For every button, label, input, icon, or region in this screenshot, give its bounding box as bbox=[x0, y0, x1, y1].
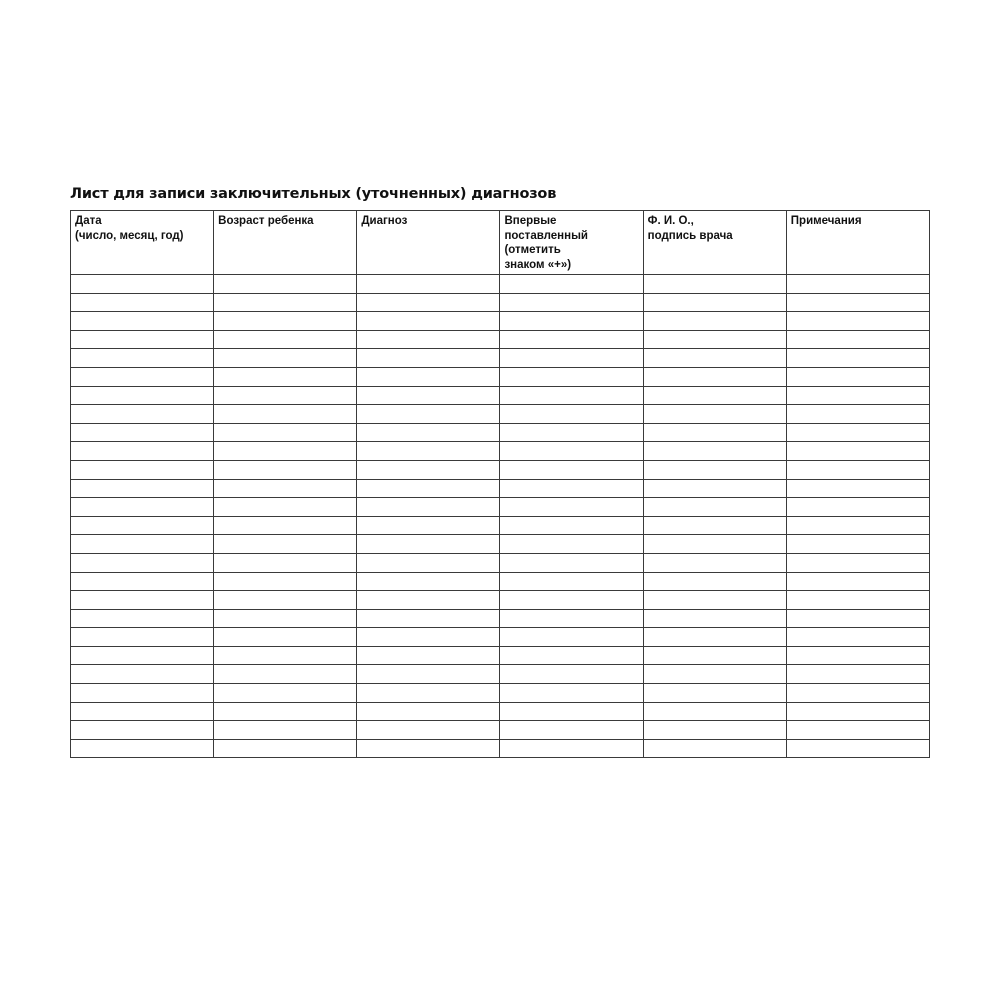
cell-doctor-signature bbox=[643, 684, 786, 703]
cell-first-diagnosed bbox=[500, 739, 643, 758]
cell-diagnosis bbox=[357, 479, 500, 498]
cell-notes bbox=[786, 349, 929, 368]
cell-diagnosis bbox=[357, 684, 500, 703]
column-header-label: Диагноз bbox=[361, 215, 408, 227]
cell-first-diagnosed bbox=[500, 684, 643, 703]
cell-first-diagnosed bbox=[500, 498, 643, 517]
column-header-notes bbox=[786, 211, 929, 275]
cell-diagnosis bbox=[357, 609, 500, 628]
cell-doctor-signature bbox=[643, 330, 786, 349]
column-header-child-age bbox=[214, 211, 357, 275]
cell-date bbox=[71, 591, 214, 610]
cell-child-age bbox=[214, 479, 357, 498]
cell-child-age bbox=[214, 405, 357, 424]
cell-child-age bbox=[214, 609, 357, 628]
cell-child-age bbox=[214, 442, 357, 461]
table-row bbox=[71, 349, 930, 368]
header-row bbox=[71, 211, 930, 275]
cell-child-age bbox=[214, 367, 357, 386]
cell-child-age bbox=[214, 423, 357, 442]
table-header bbox=[71, 211, 930, 275]
cell-doctor-signature bbox=[643, 572, 786, 591]
cell-first-diagnosed bbox=[500, 275, 643, 294]
cell-child-age bbox=[214, 293, 357, 312]
cell-doctor-signature bbox=[643, 721, 786, 740]
cell-diagnosis bbox=[357, 275, 500, 294]
cell-diagnosis bbox=[357, 498, 500, 517]
table-row bbox=[71, 498, 930, 517]
cell-child-age bbox=[214, 702, 357, 721]
table-row bbox=[71, 609, 930, 628]
cell-diagnosis bbox=[357, 312, 500, 331]
cell-child-age bbox=[214, 516, 357, 535]
cell-date bbox=[71, 702, 214, 721]
table-row bbox=[71, 275, 930, 294]
cell-diagnosis bbox=[357, 442, 500, 461]
cell-first-diagnosed bbox=[500, 572, 643, 591]
cell-date bbox=[71, 665, 214, 684]
cell-doctor-signature bbox=[643, 367, 786, 386]
cell-notes bbox=[786, 665, 929, 684]
cell-date bbox=[71, 572, 214, 591]
cell-first-diagnosed bbox=[500, 646, 643, 665]
cell-child-age bbox=[214, 460, 357, 479]
cell-child-age bbox=[214, 275, 357, 294]
cell-notes bbox=[786, 423, 929, 442]
cell-first-diagnosed bbox=[500, 609, 643, 628]
cell-child-age bbox=[214, 498, 357, 517]
cell-first-diagnosed bbox=[500, 516, 643, 535]
cell-notes bbox=[786, 739, 929, 758]
cell-diagnosis bbox=[357, 386, 500, 405]
cell-first-diagnosed bbox=[500, 721, 643, 740]
record-sheet bbox=[70, 180, 930, 758]
cell-doctor-signature bbox=[643, 405, 786, 424]
table-row bbox=[71, 516, 930, 535]
cell-notes bbox=[786, 702, 929, 721]
cell-date bbox=[71, 386, 214, 405]
table-row bbox=[71, 479, 930, 498]
cell-doctor-signature bbox=[643, 702, 786, 721]
cell-child-age bbox=[214, 721, 357, 740]
cell-notes bbox=[786, 442, 929, 461]
cell-notes bbox=[786, 460, 929, 479]
cell-child-age bbox=[214, 330, 357, 349]
cell-doctor-signature bbox=[643, 739, 786, 758]
cell-first-diagnosed bbox=[500, 386, 643, 405]
cell-notes bbox=[786, 405, 929, 424]
cell-date bbox=[71, 349, 214, 368]
table-row bbox=[71, 721, 930, 740]
cell-doctor-signature bbox=[643, 460, 786, 479]
cell-notes bbox=[786, 516, 929, 535]
table-body bbox=[71, 275, 930, 758]
table-row bbox=[71, 405, 930, 424]
cell-notes bbox=[786, 386, 929, 405]
table-row bbox=[71, 553, 930, 572]
column-header-date bbox=[71, 211, 214, 275]
cell-first-diagnosed bbox=[500, 312, 643, 331]
cell-first-diagnosed bbox=[500, 293, 643, 312]
cell-doctor-signature bbox=[643, 349, 786, 368]
cell-doctor-signature bbox=[643, 553, 786, 572]
table-row bbox=[71, 646, 930, 665]
cell-date bbox=[71, 646, 214, 665]
cell-first-diagnosed bbox=[500, 591, 643, 610]
cell-child-age bbox=[214, 739, 357, 758]
sheet-title: Лист для записи заключительных (уточненных) диагнозов bbox=[70, 186, 557, 202]
cell-notes bbox=[786, 646, 929, 665]
cell-diagnosis bbox=[357, 628, 500, 647]
column-header-label: Возраст ребенка bbox=[218, 215, 314, 227]
column-header-label: Впервые поставленный (отметить знаком «+») bbox=[504, 215, 588, 271]
cell-date bbox=[71, 553, 214, 572]
table-row bbox=[71, 367, 930, 386]
cell-child-age bbox=[214, 535, 357, 554]
table-row bbox=[71, 312, 930, 331]
cell-diagnosis bbox=[357, 293, 500, 312]
cell-date bbox=[71, 312, 214, 331]
cell-doctor-signature bbox=[643, 275, 786, 294]
table-row bbox=[71, 423, 930, 442]
table-row bbox=[71, 739, 930, 758]
cell-first-diagnosed bbox=[500, 349, 643, 368]
cell-doctor-signature bbox=[643, 591, 786, 610]
cell-doctor-signature bbox=[643, 442, 786, 461]
cell-child-age bbox=[214, 572, 357, 591]
cell-first-diagnosed bbox=[500, 628, 643, 647]
column-header-diagnosis bbox=[357, 211, 500, 275]
cell-diagnosis bbox=[357, 665, 500, 684]
column-header-doctor-signature bbox=[643, 211, 786, 275]
cell-notes bbox=[786, 479, 929, 498]
cell-date bbox=[71, 498, 214, 517]
cell-diagnosis bbox=[357, 349, 500, 368]
cell-child-age bbox=[214, 646, 357, 665]
cell-first-diagnosed bbox=[500, 367, 643, 386]
table-row bbox=[71, 628, 930, 647]
cell-date bbox=[71, 423, 214, 442]
cell-child-age bbox=[214, 628, 357, 647]
cell-date bbox=[71, 330, 214, 349]
cell-diagnosis bbox=[357, 535, 500, 554]
cell-diagnosis bbox=[357, 423, 500, 442]
cell-first-diagnosed bbox=[500, 479, 643, 498]
cell-doctor-signature bbox=[643, 646, 786, 665]
cell-notes bbox=[786, 591, 929, 610]
cell-diagnosis bbox=[357, 572, 500, 591]
cell-date bbox=[71, 479, 214, 498]
cell-date bbox=[71, 739, 214, 758]
table-row bbox=[71, 460, 930, 479]
cell-child-age bbox=[214, 553, 357, 572]
cell-diagnosis bbox=[357, 516, 500, 535]
column-header-label: Ф. И. О., подпись врача bbox=[647, 215, 733, 242]
cell-date bbox=[71, 628, 214, 647]
cell-date bbox=[71, 367, 214, 386]
cell-diagnosis bbox=[357, 702, 500, 721]
cell-doctor-signature bbox=[643, 293, 786, 312]
cell-notes bbox=[786, 367, 929, 386]
cell-child-age bbox=[214, 665, 357, 684]
cell-notes bbox=[786, 293, 929, 312]
cell-diagnosis bbox=[357, 460, 500, 479]
diagnosis-record-table bbox=[70, 210, 930, 758]
cell-notes bbox=[786, 609, 929, 628]
cell-diagnosis bbox=[357, 367, 500, 386]
cell-date bbox=[71, 721, 214, 740]
table-row bbox=[71, 684, 930, 703]
cell-notes bbox=[786, 684, 929, 703]
cell-child-age bbox=[214, 349, 357, 368]
cell-diagnosis bbox=[357, 591, 500, 610]
cell-date bbox=[71, 609, 214, 628]
cell-child-age bbox=[214, 312, 357, 331]
cell-date bbox=[71, 535, 214, 554]
cell-first-diagnosed bbox=[500, 460, 643, 479]
cell-notes bbox=[786, 312, 929, 331]
cell-doctor-signature bbox=[643, 628, 786, 647]
cell-child-age bbox=[214, 591, 357, 610]
cell-first-diagnosed bbox=[500, 442, 643, 461]
table-row bbox=[71, 665, 930, 684]
table-row bbox=[71, 572, 930, 591]
cell-date bbox=[71, 293, 214, 312]
column-header-label: Дата (число, месяц, год) bbox=[75, 215, 184, 242]
cell-first-diagnosed bbox=[500, 702, 643, 721]
cell-doctor-signature bbox=[643, 609, 786, 628]
cell-notes bbox=[786, 275, 929, 294]
cell-diagnosis bbox=[357, 646, 500, 665]
table-row bbox=[71, 535, 930, 554]
cell-notes bbox=[786, 330, 929, 349]
cell-date bbox=[71, 684, 214, 703]
cell-notes bbox=[786, 553, 929, 572]
cell-first-diagnosed bbox=[500, 665, 643, 684]
table-row bbox=[71, 591, 930, 610]
cell-doctor-signature bbox=[643, 516, 786, 535]
table-row bbox=[71, 386, 930, 405]
cell-child-age bbox=[214, 386, 357, 405]
cell-diagnosis bbox=[357, 330, 500, 349]
cell-first-diagnosed bbox=[500, 330, 643, 349]
cell-doctor-signature bbox=[643, 498, 786, 517]
table-row bbox=[71, 330, 930, 349]
table-row bbox=[71, 293, 930, 312]
column-header-label: Примечания bbox=[790, 215, 862, 227]
cell-date bbox=[71, 516, 214, 535]
cell-diagnosis bbox=[357, 739, 500, 758]
column-header-first-diagnosed bbox=[500, 211, 643, 275]
cell-date bbox=[71, 405, 214, 424]
cell-first-diagnosed bbox=[500, 535, 643, 554]
cell-diagnosis bbox=[357, 721, 500, 740]
cell-notes bbox=[786, 535, 929, 554]
cell-child-age bbox=[214, 684, 357, 703]
cell-doctor-signature bbox=[643, 423, 786, 442]
cell-doctor-signature bbox=[643, 535, 786, 554]
cell-date bbox=[71, 460, 214, 479]
cell-date bbox=[71, 442, 214, 461]
cell-first-diagnosed bbox=[500, 423, 643, 442]
cell-notes bbox=[786, 498, 929, 517]
cell-notes bbox=[786, 628, 929, 647]
cell-notes bbox=[786, 721, 929, 740]
table-row bbox=[71, 702, 930, 721]
cell-notes bbox=[786, 572, 929, 591]
table-row bbox=[71, 442, 930, 461]
cell-date bbox=[71, 275, 214, 294]
cell-first-diagnosed bbox=[500, 405, 643, 424]
cell-doctor-signature bbox=[643, 312, 786, 331]
cell-doctor-signature bbox=[643, 479, 786, 498]
cell-first-diagnosed bbox=[500, 553, 643, 572]
cell-doctor-signature bbox=[643, 665, 786, 684]
cell-diagnosis bbox=[357, 553, 500, 572]
cell-diagnosis bbox=[357, 405, 500, 424]
cell-doctor-signature bbox=[643, 386, 786, 405]
